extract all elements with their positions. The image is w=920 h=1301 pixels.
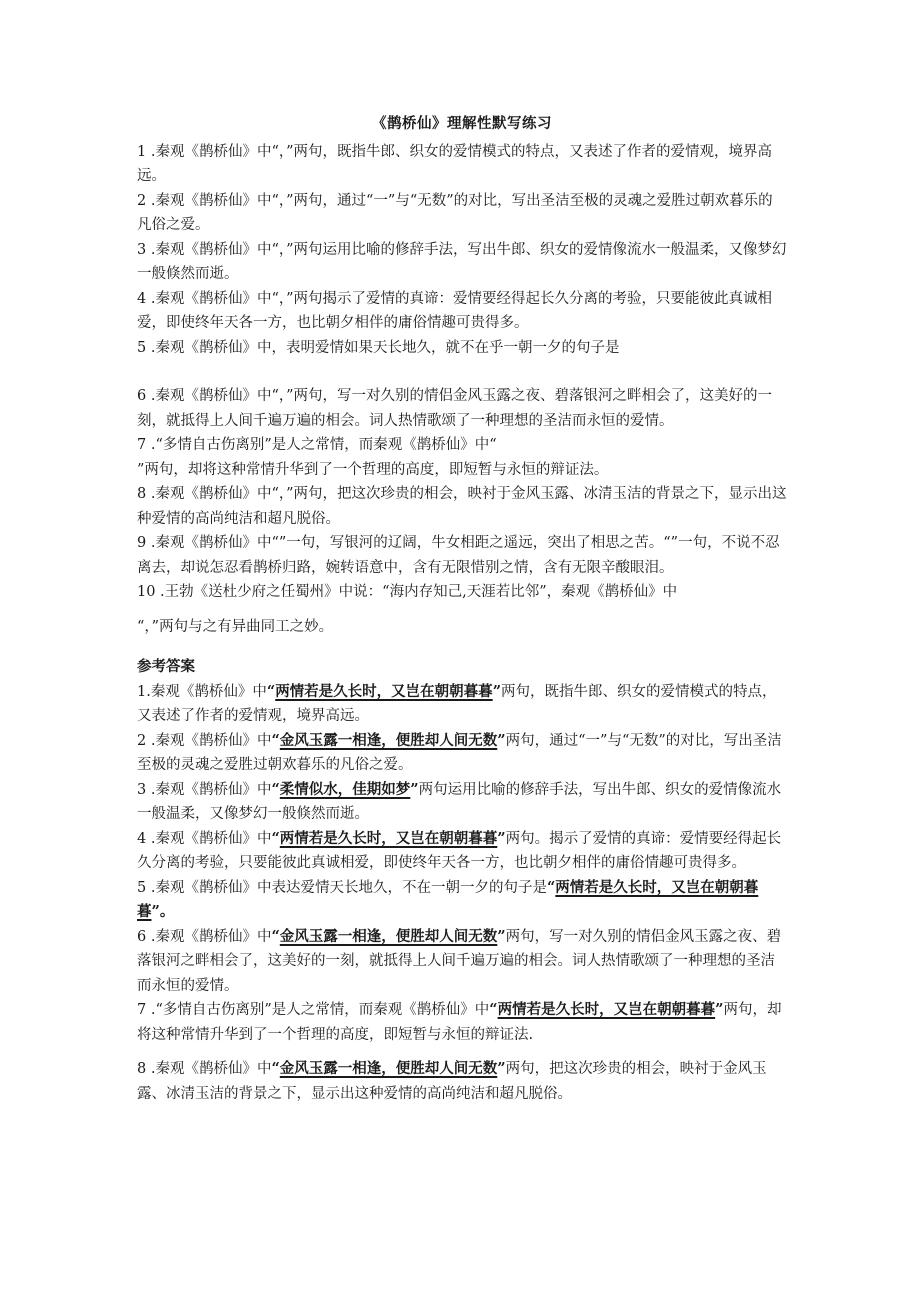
answer-1: 1.秦观《鹊桥仙》中“两情若是久长时，又岂在朝朝暮暮”两句，既指牛郎、织女的爱情模式的特点，又表述了作者的爱情观，境界高远。 — [137, 682, 777, 724]
spacer — [137, 1047, 787, 1057]
answer-key-text: 两情若是久长时，又岂在朝朝暮暮 — [279, 829, 498, 847]
question-7: 7 .“多情自古伤离别”是人之常情，而秦观《鹊桥仙》中“ — [137, 437, 497, 453]
answer-key-text: 柔情似水，佳期如梦 — [279, 780, 411, 798]
answer-4: 4 .秦观《鹊桥仙》中“两情若是久长时，又岂在朝朝暮暮”两句。揭示了爱情的真谛：爱情要经得起长久分离的考验，只要能彼此真诚相爱，即使终年天各一方，也比朝夕相伴的庸俗情趣可贵得多。 — [137, 829, 782, 871]
answer-key-text: 金风玉露一相逢，便胜却人间无数 — [279, 927, 498, 945]
question-10-continued: “，”两句与之有异曲同工之妙。 — [137, 618, 334, 635]
question-6: 6 .秦观《鹊桥仙》中“，”两句，写一对久别的情侣金风玉露之夜、碧落银河之畔相会了，这美好的一刻，就抵得上人间千遍万遍的相会。词人热情歌颂了一种理想的圣洁而永恒的爱情。 — [137, 388, 773, 429]
answers-heading: 参考答案 — [137, 658, 195, 675]
question-4: 4 .秦观《鹊桥仙》中“，”两句揭示了爱情的真谛：爱情要经得起长久分离的考验，只要能彼此真诚相爱，即使终年天各一方，也比朝夕相伴的庸俗情趣可贵得多。 — [137, 290, 773, 331]
answer-key-text: 两情若是久长时，又岂在朝朝暮暮 — [275, 682, 493, 700]
answer-6: 6 .秦观《鹊桥仙》中“金风玉露一相逢，便胜却人间无数”两句，写一对久别的情侣金风玉露之夜、碧落银河之畔相会了，这美好的一刻，就抵得上人间千遍万遍的相会。词人热情歌颂了一种理想的圣洁而永恒的爱情。 — [137, 927, 782, 994]
answer-key-text: 两情若是久长时，又岂在朝朝暮暮 — [137, 878, 759, 920]
answer-blank-space — [137, 360, 787, 384]
question-3: 3 .秦观《鹊桥仙》中“，”两句运用比喻的修辞手法，写出牛郎、织女的爱情像流水一般温柔，又像梦幻一般倏然而逝。 — [137, 241, 787, 282]
document-page — [137, 112, 787, 1106]
question-1: 1 .秦观《鹊桥仙》中“，”两句，既指牛郎、织女的爱情模式的特点，又表述了作者的爱情观，境界高远。 — [137, 143, 773, 184]
document-title: 《鹊桥仙》理解性默写练习 — [372, 115, 552, 132]
question-10: 10 .王勃《送杜少府之任蜀州》中说：“海内存知己,天涯若比邻”，秦观《鹊桥仙》中 — [137, 584, 678, 600]
question-8: 8 .秦观《鹊桥仙》中“，”两句，把这次珍贵的相会，映衬于金风玉露、冰清玉洁的背景之下，显示出这种爱情的高尚纯洁和超凡脱俗。 — [137, 486, 787, 527]
answer-key-text: 金风玉露一相逢，便胜却人间无数 — [279, 1060, 498, 1077]
question-5: 5 .秦观《鹊桥仙》中，表明爱情如果天长地久，就不在乎一朝一夕的句子是 — [137, 339, 620, 356]
answer-2: 2 .秦观《鹊桥仙》中“金风玉露一相逢，便胜却人间无数”两句，通过“一”与“无数”的对比，写出圣洁至极的灵魂之爱胜过朝欢暮乐的凡俗之爱。 — [137, 731, 782, 773]
answer-3: 3 .秦观《鹊桥仙》中“柔情似水，佳期如梦”两句运用比喻的修辞手法，写出牛郎、织女的爱情像流水一般温柔，又像梦幻一般倏然而逝。 — [137, 780, 782, 822]
question-9: 9 .秦观《鹊桥仙》中“”一句，写银河的辽阔，牛女相距之遥远，突出了相思之苦。“”一句，不说不忍离去，却说怎忍看鹊桥归路，婉转语意中，含有无限惜别之情，含有无限辛酸眼泪。 — [137, 535, 780, 576]
answer-key-text: 两情若是久长时，又岂在朝朝暮暮 — [497, 1001, 716, 1018]
answer-5: 5 .秦观《鹊桥仙》中表达爱情天长地久，不在一朝一夕的句子是“两情若是久长时，又岂在朝朝暮暮”。 — [137, 878, 759, 920]
answer-8: 8 .秦观《鹊桥仙》中“金风玉露一相逢，便胜却人间无数”两句，把这次珍贵的相会，映衬于金风玉露、冰清玉洁的背景之下，显示出这种爱情的高尚纯洁和超凡脱俗。 — [137, 1060, 767, 1102]
question-7-continued: ”两句，却将这种常情升华到了一个哲理的高度，即短暂与永恒的辩证法。 — [137, 461, 609, 478]
answer-key-text: 金风玉露一相逢，便胜却人间无数 — [279, 731, 498, 749]
spacer — [137, 605, 787, 615]
question-2: 2 .秦观《鹊桥仙》中“，”两句，通过“一”与“无数”的对比，写出圣洁至极的灵魂之爱胜过朝欢暮乐的凡俗之爱。 — [137, 192, 773, 233]
answer-7: 7 .“多情自古伤离别”是人之常情，而秦观《鹊桥仙》中“两情若是久长时，又岂在朝朝暮暮”两句，却将这种常情升华到了一个哲理的高度，即短暂与永恒的辩证法. — [137, 1001, 782, 1043]
